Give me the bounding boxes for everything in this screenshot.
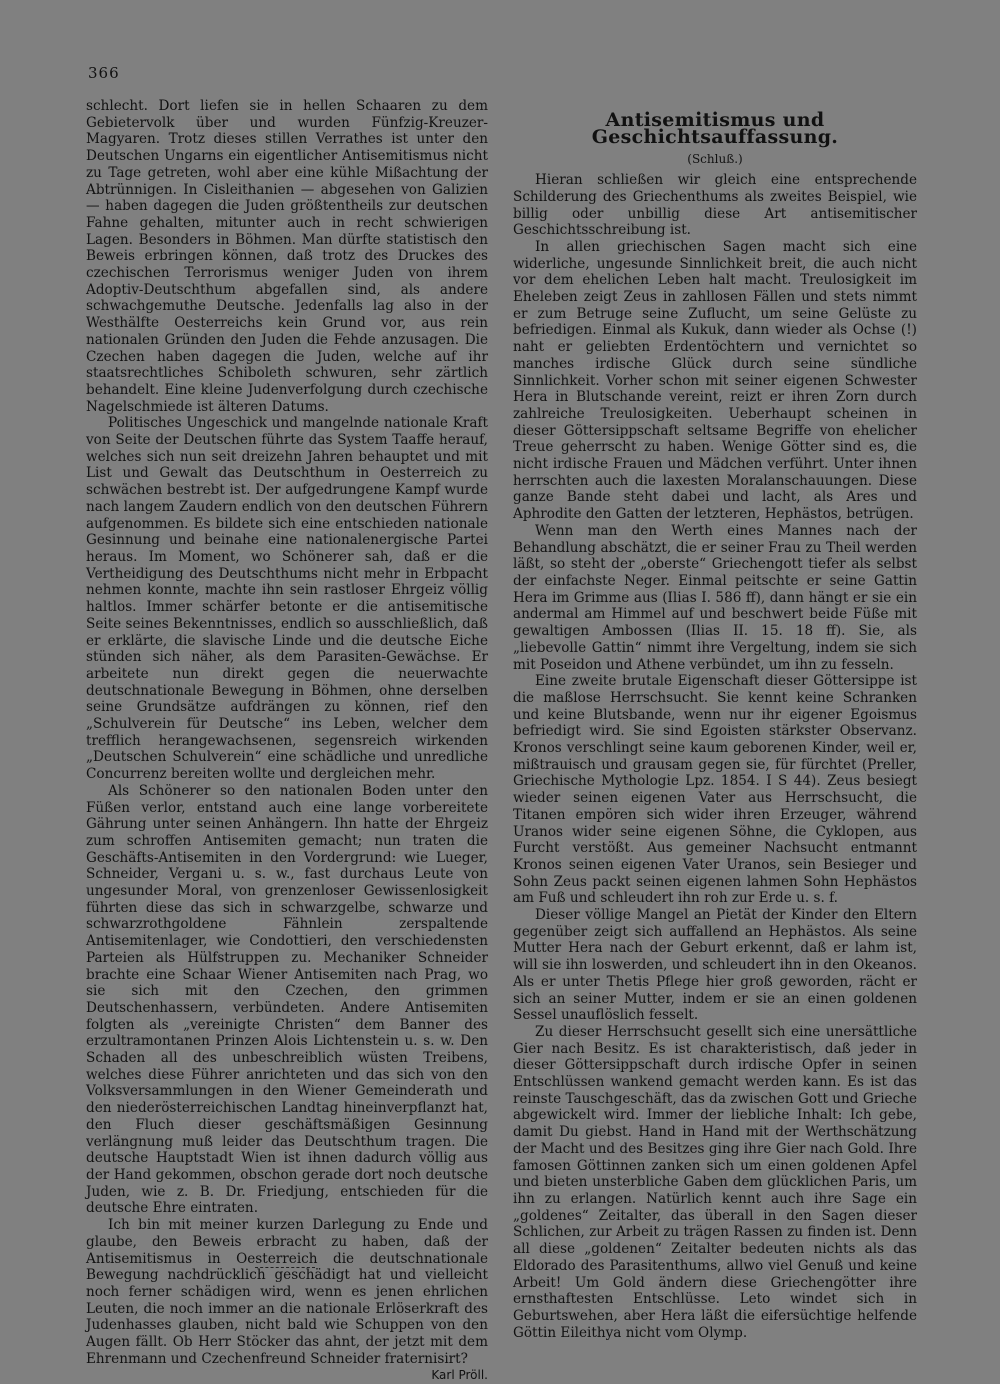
paragraph: Zu dieser Herrschsucht gesellt sich eine unersättliche Gier nach Besitz. Es ist charakteristisch, daß jeder in dieser Göttersippschaft durch irdische Opfer in seinen Entschlüssen wankend gemacht werden kann. Es ist das reinste Tauschgeschäft, das da zwischen Gott und Grieche abgewickelt wird. Immer der liebliche Inhalt: Ich gebe, damit Du giebst. Hand in Hand mit der Werthschätzung der Macht und des Besitzes ging ihre Gier nach Gold. Ihre famosen Göttinnen zanken sich um einen goldenen Apfel und bieten unsterbliche Gaben dem glücklichen Paris, um ihn zu erlangen. Natürlich kennt auch ihre Sage ein „goldenes“ Zeitalter, das überall in den Sagen dieser Schlichen, zur Arbeit zu trägen Rassen zu finden ist. Denn all diese „goldenen“ Zeitalter bedeuten nichts als das Eldorado des Parasitenthums, allwo viel Genuß und keine Arbeit! Um Gold ändern diese Griechengötter ihre ernsthaftesten Entschlüsse. Leto windet sich in Geburtswehen, aber Hera läßt die eifersüchtige helfende Göttin Eileithya nicht vom Olymp.: [513, 1023, 917, 1341]
paragraph: Politisches Ungeschick und mangelnde nationale Kraft von Seite der Deutschen führte das System Taaffe herauf, welches sich nun seit dreizehn Jahren behauptet und mit List und Gewalt das Deutschthum in Oesterreich zu schwächen bestrebt ist. Der aufgedrungene Kampf wurde nach langem Zaudern endlich von den deutschen Führern aufgenommen. Es bildete sich eine entschieden nationale Gesinnung und beinahe eine nationalenergische Partei heraus. Im Moment, wo Schönerer sah, daß er die Vertheidigung des Deutschthums nicht mehr in Erbpacht nehmen konnte, machte ihn sein rastloser Ehrgeiz völlig haltlos. Immer schärfer betonte er die antisemitische Seite seines Bekenntnisses, endlich so ausschließlich, daß er erklärte, die slavische Linde und die deutsche Eiche stünden sich näher, als dem Parasiten-Gewächse. Er arbeitete nun direkt gegen die neuerwachte deutschnationale Bewegung in Böhmen, ohne derselben seine Grundsätze aufdrängen zu können, rief den „Schulverein für Deutsche“ ins Leben, welcher dem trefflich herangewachsenen, segensreich wirkenden „Deutschen Schulverein“ eine schädliche und unredliche Concurrenz bereiten wollte und dergleichen mehr.: [86, 415, 488, 783]
author-signature: Karl Pröll.: [431, 1368, 488, 1383]
article-end-rule: [255, 1267, 315, 1268]
article-title: Antisemitismus und Geschichtsauffassung.: [591, 109, 839, 148]
page-number: 366: [88, 64, 120, 82]
article-subtitle: (Schluß.): [687, 152, 743, 167]
paragraph: Eine zweite brutale Eigenschaft dieser Göttersippe ist die maßlose Herrschsucht. Sie kennt keine Schranken und keine Blutsbande, wenn nur ihr eigener Egoismus befriedigt wird. Sie sind Egoisten stärkster Observanz. Kronos verschlingt seine kaum geborenen Kinder, weil er, mißtrauisch und grausam gegen sie, für fürchtet (Preller, Griechische Mythologie Lpz. 1854. I S 44). Zeus besiegt wieder seinen eigenen Vater aus Herrschsucht, die Titanen empören sich wider ihren Erzeuger, während Uranos wider seine eigenen Söhne, die Cyklopen, aus Furcht verstößt. Aus gemeiner Nachsucht entmannt Kronos seinen eigenen Vater Uranos, sein Besieger und Sohn Zeus packt seinen eigenen lahmen Sohn Hephästos am Fuß und schleudert ihn roh zur Erde u. s. f.: [513, 673, 917, 907]
paragraph: Wenn man den Werth eines Mannes nach der Behandlung abschätzt, die er seiner Frau zu Theil werden läßt, so steht der „oberste“ Griechengott tiefer als selbst der einfachste Neger. Einmal peitschte er seine Gattin Hera im Grimme aus (Ilias I. 586 ff), dann hängt er sie ein andermal am Himmel auf und beschwert beide Füße mit gewaltigen Ambossen (Ilias II. 15. 18 ff). Sie, als „liebevolle Gattin“ nimmt ihre Vergeltung, indem sie sich mit Poseidon und Athene verbündet, um ihn zu fesseln.: [513, 522, 917, 673]
paragraph: Ich bin mit meiner kurzen Darlegung zu Ende und glaube, den Beweis erbracht zu haben, daß der Antisemitismus in Oesterreich die deutschnationale Bewegung nachdrücklich geschädigt hat und vielleicht noch ferner schädigen wird, wenn es jenen ehrlichen Leuten, die noch immer an die nationale Erlöserkraft des Judenhasses glauben, nicht bald wie Schuppen von den Augen fällt. Ob Herr Stöcker das ahnt, der jetzt mit dem Ehrenmann und Czechenfreund Schneider fraternisirt?: [86, 1217, 488, 1367]
left-column: [86, 98, 488, 1384]
paragraph: schlecht. Dort liefen sie in hellen Schaaren zu dem Gebietervolk über und wurden Fünfzig-Kreuzer-Magyaren. Trotz dieses stillen Verrathes ist unter den Deutschen Ungarns ein eigentlicher Antisemitismus nicht zu Tage getreten, wohl aber eine kühle Mißachtung der Abtrünnigen. In Cisleithanien — abgesehen von Galizien — haben dagegen die Juden größtentheils zur deutschen Fahne gehalten, mitunter auch in recht schwierigen Lagen. Besonders in Böhmen. Man dürfte statistisch den Beweis erbringen können, daß trotz des Druckes des czechischen Terrorismus weniger Juden von ihrem Adoptiv-Deutschthum abgefallen sind, als andere schwachgemuthe Deutsche. Jedenfalls lag also in der Westhälfte Oesterreichs kein Grund vor, aus rein nationalen Gründen den Juden die Fehde anzusagen. Die Czechen haben dagegen die Juden, welche auf ihr staatsrechtliches Schiboleth schwuren, sehr zärtlich behandelt. Eine kleine Judenverfolgung durch czechische Nagelschmiede ist älteren Datums.: [86, 98, 488, 415]
paragraph: Als Schönerer so den nationalen Boden unter den Füßen verlor, entstand auch eine lange vorbereitete Gährung unter seinen Anhängern. Ihn hatte der Ehrgeiz zum schroffen Antisemiten gemacht; nun traten die Geschäfts-Antisemiten in den Vordergrund: wie Lueger, Schneider, Vergani u. s. w., fast durchaus Leute von ungesunder Moral, von grenzenloser Gewissenlosigkeit führten diese das sich in schwarzgelbe, schwarze und schwarzrothgoldene Fähnlein zerspaltende Antisemitenlager, wie Condottieri, den verschiedensten Parteien als Hülfstruppen zu. Mechaniker Schneider brachte eine Schaar Wiener Antisemiten nach Prag, wo sie sich mit den Czechen, den grimmen Deutschenhassern, verbündeten. Andere Antisemiten folgten als „vereinigte Christen“ dem Banner des erzultramontanen Prinzen Alois Lichtenstein u. s. w. Den Schaden all des unbeschreiblich wüsten Treibens, welches diese Führer anrichteten und das sich von den Volksversammlungen in den Wiener Gemeinderath und den niederösterreichischen Landtag hineinverpflanzt hat, den Fluch dieser geschäftsmäßigen Gesinnung verlängnung muß leider das Deutschthum tragen. Die deutsche Hauptstadt Wien ist ihnen dadurch völlig aus der Hand gekommen, obschon gerade dort noch deutsche Juden, wie z. B. Dr. Friedjung, entschieden für die deutsche Ehre eintraten.: [86, 782, 488, 1217]
right-column: [513, 109, 917, 1341]
paragraph: Hieran schließen wir gleich eine entsprechende Schilderung des Griechenthums als zweites Beispiel, wie billig oder unbillig diese Art antisemitischer Geschichtsschreibung ist.: [513, 172, 917, 239]
paragraph: Dieser völlige Mangel an Pietät der Kinder den Eltern gegenüber zeigt sich auffallend an Hephästos. Als seine Mutter Hera nach der Geburt erkennt, daß er lahm ist, will sie ihn loswerden, und schleudert ihn in den Okeanos. Als er unter Thetis Pflege hier groß geworden, rächt er sich an seiner Mutter, indem er sie an einen goldenen Sessel unauflöslich fesselt.: [513, 907, 917, 1024]
paragraph: In allen griechischen Sagen macht sich eine widerliche, ungesunde Sinnlichkeit breit, die auch nicht vor dem ehelichen Leben halt macht. Treulosigkeit im Eheleben zeigt Zeus in zahllosen Fällen und stets nimmt er zum Betruge seine Zuflucht, um seine Gelüste zu befriedigen. Einmal als Kukuk, dann wieder als Ochse (!) naht er geliebten Erdentöchtern und vernichtet so manches irdische Glück durch seine sündliche Sinnlichkeit. Vorher schon mit seiner eigenen Schwester Hera in Blutschande vereint, reizt er ihren Zorn durch zahlreiche Treulosigkeiten. Ueberhaupt scheinen in dieser Göttersippschaft seltsame Begriffe von ehelicher Treue geherrscht zu haben. Wenige Götter sind es, die nicht irdische Frauen und Mädchen verführt. Unter ihnen herrschten auch die laxesten Moralanschauungen. Diese ganze Bande steht dabei und lacht, als Ares und Aphrodite den Gatten der letzteren, Hephästos, betrügen.: [513, 238, 917, 523]
